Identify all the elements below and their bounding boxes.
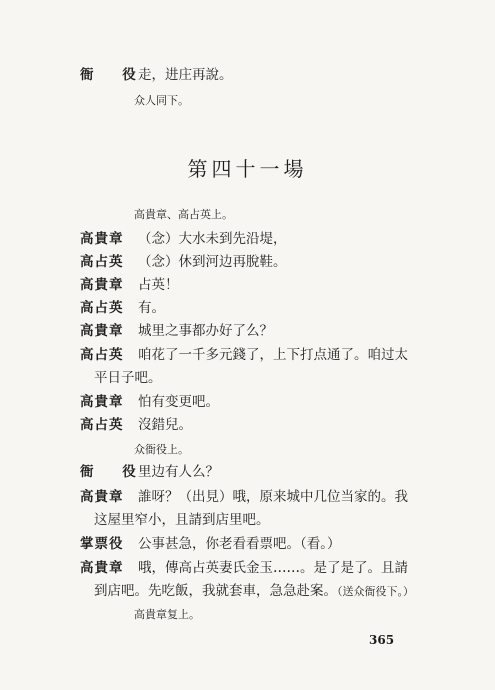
dialogue-text: 哦，傳高占英妻氏金玉……。是了是了。且請 (138, 560, 408, 576)
speaker-name: 高占英 (80, 300, 124, 316)
dialogue-text: 誰呀？（出見）哦，原来城中几位当家的。我 (138, 489, 408, 505)
stage-direction: 众人同下。 (134, 94, 189, 107)
dialogue-text: 走，进庄再說。 (138, 67, 233, 83)
dialogue-text: 怕有变更吧。 (138, 394, 219, 410)
dialogue-text: 有。 (138, 300, 165, 316)
dialogue-text: 占英！ (138, 277, 179, 293)
scene-title: 第四十一場 (187, 157, 308, 181)
speaker-name: 高占英 (80, 347, 124, 363)
dialogue-text: 咱花了一千多元錢了，上下打点通了。咱过太 (138, 347, 408, 363)
speaker-name: 高貴章 (80, 560, 124, 576)
speaker-name: 高貴章 (80, 277, 124, 293)
stage-direction: 众衙役上。 (134, 443, 189, 456)
inline-stage-direction: （送众衙役下。） (337, 585, 414, 598)
page-number: 365 (369, 633, 395, 647)
dialogue-text: 城里之事都办好了么？ (138, 323, 273, 339)
speaker-name: 高貴章 (80, 489, 124, 505)
speaker-name: 高貴章 (80, 231, 124, 247)
dialogue-text: 公事甚急，你老看看票吧。（看。） (138, 536, 341, 552)
speaker-name: 掌票役 (80, 536, 124, 552)
dialogue-text: 沒錯兒。 (138, 417, 192, 433)
dialogue-text: 里边有人么？ (138, 464, 219, 480)
speaker-name: 高占英 (80, 254, 124, 270)
speaker-name: 衙 役 (80, 67, 148, 83)
stage-direction: 高貴章、高占英上。 (134, 208, 233, 221)
dialogue-text: 这屋里窄小，且請到店里吧。 (94, 512, 270, 528)
speaker-name: 高貴章 (80, 323, 124, 339)
dialogue-text: （念）大水未到先沿堤， (138, 231, 287, 247)
stage-direction: 高貴章复上。 (134, 608, 200, 621)
dialogue-text: 平日子吧。 (94, 370, 162, 386)
speaker-name: 高占英 (80, 417, 124, 433)
dialogue-text: 到店吧。先吃飯，我就套車，急急赴案。 (94, 583, 337, 599)
speaker-name: 衙 役 (80, 464, 148, 480)
dialogue-text: （念）休到河边再脫鞋。 (138, 254, 287, 270)
speaker-name: 高貴章 (80, 394, 124, 410)
